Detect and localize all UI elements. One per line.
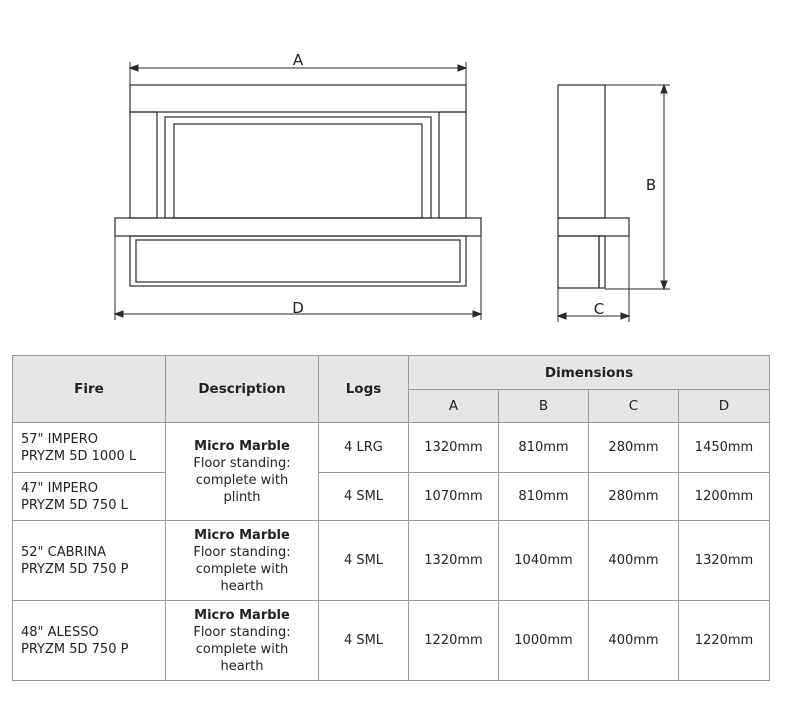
side-plinth bbox=[558, 236, 599, 288]
description-line: Floor standing: bbox=[193, 624, 291, 640]
dim-d-arrow-left bbox=[115, 311, 123, 317]
logs-cell: 4 SML bbox=[319, 473, 409, 521]
fire-cell bbox=[13, 521, 166, 601]
fire-cell bbox=[13, 473, 166, 521]
fire-name: 52" CABRINA bbox=[21, 544, 107, 560]
front-mantel-shelf bbox=[115, 218, 481, 236]
dim-d-cell: 1450mm bbox=[679, 423, 770, 473]
fire-cell bbox=[13, 601, 166, 681]
logs-cell: 4 SML bbox=[319, 601, 409, 681]
header-logs: Logs bbox=[319, 356, 409, 423]
fire-cell bbox=[13, 423, 166, 473]
dim-c-cell: 400mm bbox=[589, 521, 679, 601]
description-title: Micro Marble bbox=[194, 607, 290, 623]
description-cell bbox=[166, 521, 319, 601]
dim-d-cell: 1200mm bbox=[679, 473, 770, 521]
description-line: hearth bbox=[220, 658, 264, 674]
header-dim-d: D bbox=[679, 390, 770, 423]
dim-b-cell: 810mm bbox=[499, 423, 589, 473]
dim-b-label: B bbox=[645, 176, 657, 194]
description-cell bbox=[166, 423, 319, 521]
table-row bbox=[13, 473, 770, 521]
side-plinth-end bbox=[599, 236, 605, 288]
front-right-leg bbox=[439, 112, 466, 218]
description-title: Micro Marble bbox=[194, 527, 290, 543]
side-upper-body bbox=[558, 85, 605, 218]
front-plinth bbox=[130, 236, 466, 286]
dim-a-cell: 1220mm bbox=[409, 601, 499, 681]
front-left-leg bbox=[130, 112, 157, 218]
dim-a-arrow-right bbox=[458, 65, 466, 71]
fire-model: PRYZM 5D 750 P bbox=[21, 561, 129, 577]
dim-b-arrow-bottom bbox=[661, 281, 667, 289]
logs-cell: 4 LRG bbox=[319, 423, 409, 473]
description-line: Floor standing: bbox=[193, 455, 291, 471]
dim-c-cell: 280mm bbox=[589, 423, 679, 473]
dim-d-cell: 1320mm bbox=[679, 521, 770, 601]
header-description: Description bbox=[166, 356, 319, 423]
dim-d-arrow-right bbox=[473, 311, 481, 317]
dim-a-cell: 1320mm bbox=[409, 423, 499, 473]
dim-c-cell: 280mm bbox=[589, 473, 679, 521]
description-line: complete with bbox=[195, 561, 289, 577]
header-fire: Fire bbox=[13, 356, 166, 423]
dim-a-label: A bbox=[292, 51, 304, 69]
table-row bbox=[13, 521, 770, 601]
dim-d-label: D bbox=[292, 299, 304, 317]
fire-model: PRYZM 5D 1000 L bbox=[21, 448, 137, 464]
logs-cell: 4 SML bbox=[319, 521, 409, 601]
dim-c-cell: 400mm bbox=[589, 601, 679, 681]
dim-a-cell: 1070mm bbox=[409, 473, 499, 521]
dim-b-cell: 1000mm bbox=[499, 601, 589, 681]
front-opening-outer bbox=[165, 117, 431, 218]
dim-a-cell: 1320mm bbox=[409, 521, 499, 601]
front-opening-inner bbox=[174, 124, 422, 218]
description-line: complete with bbox=[195, 472, 289, 488]
dim-c-arrow-right bbox=[621, 313, 629, 319]
fire-model: PRYZM 5D 750 P bbox=[21, 641, 129, 657]
table-row bbox=[13, 423, 770, 473]
fire-model: PRYZM 5D 750 L bbox=[21, 497, 128, 513]
header-dim-b: B bbox=[499, 390, 589, 423]
dim-d-cell: 1220mm bbox=[679, 601, 770, 681]
front-plinth-inner bbox=[136, 240, 460, 282]
fire-name: 57" IMPERO bbox=[21, 431, 99, 447]
dim-b-arrow-top bbox=[661, 85, 667, 93]
description-title: Micro Marble bbox=[194, 438, 290, 454]
description-line: hearth bbox=[220, 578, 264, 594]
header-dim-c: C bbox=[589, 390, 679, 423]
dimension-drawing bbox=[0, 0, 800, 345]
header-dim-a: A bbox=[409, 390, 499, 423]
table-row bbox=[13, 601, 770, 681]
description-line: Floor standing: bbox=[193, 544, 291, 560]
dim-b-cell: 1040mm bbox=[499, 521, 589, 601]
fire-name: 47" IMPERO bbox=[21, 480, 99, 496]
dimensions-table bbox=[12, 355, 770, 681]
description-cell bbox=[166, 601, 319, 681]
dim-b-cell: 810mm bbox=[499, 473, 589, 521]
front-top-beam bbox=[130, 85, 466, 112]
dim-a-arrow-left bbox=[130, 65, 138, 71]
description-line: plinth bbox=[223, 489, 261, 505]
dim-c-label: C bbox=[593, 300, 605, 318]
dim-c-arrow-left bbox=[558, 313, 566, 319]
side-shelf bbox=[558, 218, 629, 236]
description-line: complete with bbox=[195, 641, 289, 657]
fire-name: 48" ALESSO bbox=[21, 624, 99, 640]
header-dimensions: Dimensions bbox=[409, 356, 770, 390]
